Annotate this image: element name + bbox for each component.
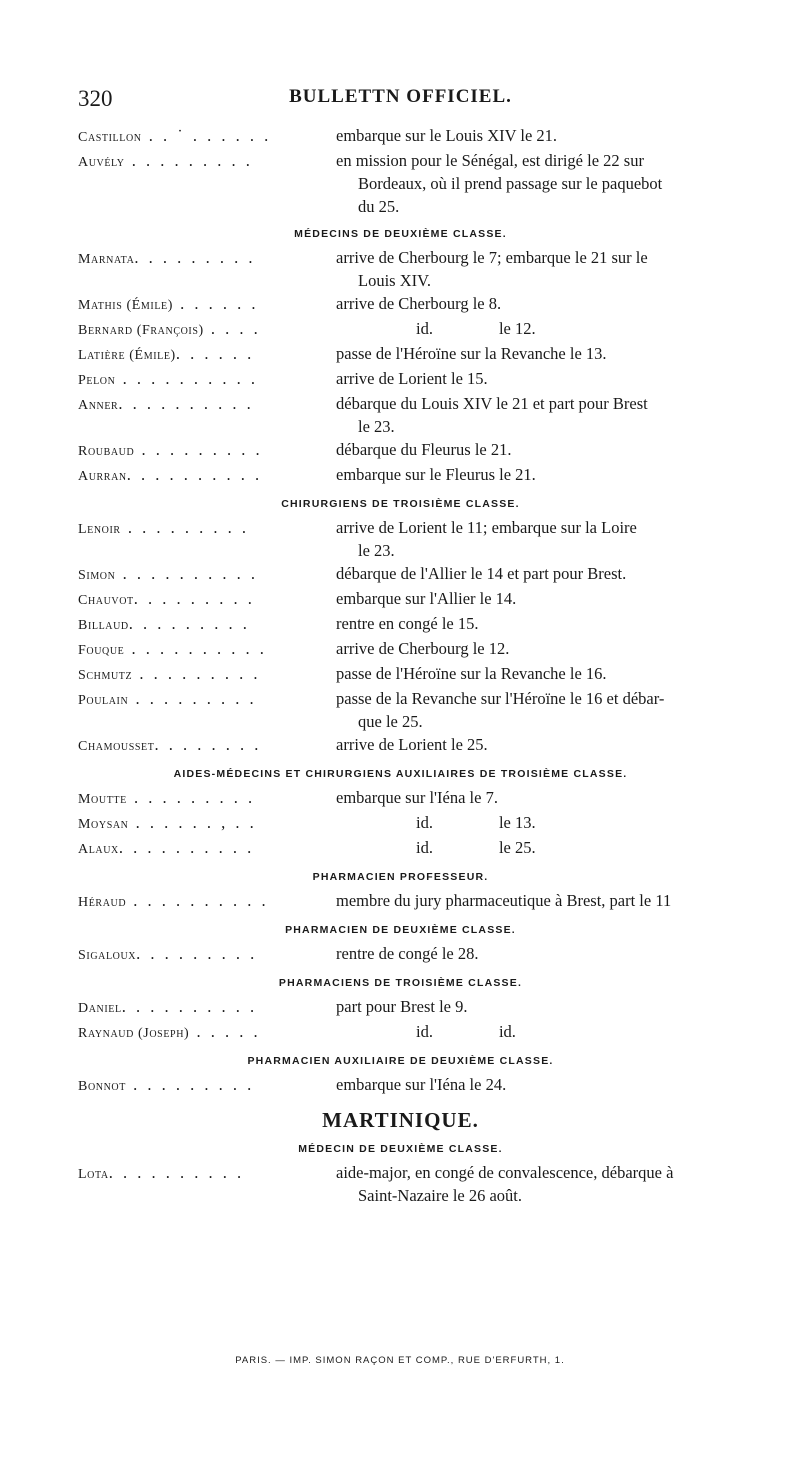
person-name-cell <box>78 995 336 1020</box>
person-name: Auvély <box>78 155 125 170</box>
person-name: Latière (Émile) <box>78 348 176 363</box>
personnel-entry <box>78 562 723 587</box>
person-name: Fouque <box>78 643 125 658</box>
dot-leader: . . . . . . . . . . <box>118 838 255 857</box>
entry-text: arrive de Lorient le 11; embarque sur la Loire <box>336 518 637 537</box>
dot-leader: . . . . . . <box>173 294 259 313</box>
person-name: Lota <box>78 1167 109 1182</box>
person-name: Castillon <box>78 130 142 145</box>
entry-text: embarque sur le Louis XIV le 21. <box>336 126 558 145</box>
dot-leader: . . . . . . . . . <box>132 664 261 683</box>
personnel-entry <box>78 149 723 218</box>
entry-description <box>336 292 723 315</box>
section-heading: AIDES-MÉDECINS ET CHIRURGIENS AUXILIAIRES DE TROISIÈME CLASSE. <box>173 768 628 780</box>
person-name: Moutte <box>78 792 127 807</box>
person-name-cell <box>78 836 336 861</box>
dot-leader: . . . . . . . . . . <box>126 465 263 484</box>
dot-leader: . . . . . . . . . <box>134 440 263 459</box>
entry-text: débarque de l'Allier le 14 et part pour Brest. <box>336 564 627 583</box>
person-name-cell <box>78 942 336 967</box>
person-name: Daniel <box>78 1001 122 1016</box>
personnel-entry <box>78 124 723 149</box>
dot-leader: . . . . . . . . . . <box>115 564 258 583</box>
entry-text: arrive de Cherbourg le 8. <box>336 294 502 313</box>
person-name: Pelon <box>78 373 116 388</box>
entry-description <box>336 1161 723 1207</box>
dot-leader: . . . . . <box>189 1022 261 1041</box>
personnel-entry <box>78 516 723 562</box>
person-name-cell <box>78 1161 336 1186</box>
person-name: Mathis (Émile) <box>78 298 173 313</box>
entry-description <box>336 942 723 965</box>
entry-text: arrive de Cherbourg le 7; embarque le 21 sur le <box>336 248 648 267</box>
person-name: Sigaloux <box>78 948 137 963</box>
dot-leader: . . . . . . . . <box>154 735 262 754</box>
entry-continuation: le 23. <box>358 417 395 436</box>
entry-text: arrive de Cherbourg le 12. <box>336 639 510 658</box>
entry-description <box>336 587 723 610</box>
region-heading: MARTINIQUE. <box>322 1108 479 1132</box>
person-name: Anner <box>78 398 119 413</box>
person-name-cell <box>78 733 336 758</box>
personnel-entry <box>78 463 723 488</box>
person-name: Chamousset <box>78 739 155 754</box>
personnel-entry <box>78 733 723 758</box>
section-heading: PHARMACIEN AUXILIAIRE DE DEUXIÈME CLASSE. <box>247 1055 554 1067</box>
dot-leader: . . . . . . . . . <box>120 518 249 537</box>
entry-text: rentre en congé le 15. <box>336 614 479 633</box>
entry-text: passe de l'Héroïne sur la Revanche le 16. <box>336 664 607 683</box>
dot-leader: . . . . . . . . . . <box>126 891 269 910</box>
entry-text: rentre de congé le 28. <box>336 944 479 963</box>
entry-description <box>336 246 723 292</box>
person-name: Chauvot <box>78 593 134 608</box>
personnel-entry <box>78 662 723 687</box>
entry-text: id. <box>416 1022 433 1041</box>
person-name-cell <box>78 889 336 914</box>
personnel-entry <box>78 1073 723 1098</box>
entry-text: embarque sur l'Iéna le 24. <box>336 1075 507 1094</box>
person-name-cell <box>78 687 336 712</box>
entry-continuation: que le 25. <box>358 712 423 731</box>
person-name-cell <box>78 637 336 662</box>
person-name-cell <box>78 1020 336 1045</box>
person-name-cell <box>78 392 336 417</box>
entry-text: arrive de Lorient le 15. <box>336 369 488 388</box>
person-name: Billaud <box>78 618 129 633</box>
entry-date: le 12. <box>498 319 536 338</box>
entry-text: id. <box>416 838 433 857</box>
person-name-cell <box>78 367 336 392</box>
person-name-cell <box>78 516 336 541</box>
personnel-entry <box>78 292 723 317</box>
person-name-cell <box>78 317 336 342</box>
dot-leader: . . . . . . . . . . <box>115 369 258 388</box>
entry-description <box>336 995 723 1018</box>
personnel-entry <box>78 995 723 1020</box>
entry-text: embarque sur le Fleurus le 21. <box>336 465 536 484</box>
entry-text: id. <box>416 813 433 832</box>
person-name: Lenoir <box>78 522 121 537</box>
personnel-entry <box>78 687 723 733</box>
person-name: Héraud <box>78 895 127 910</box>
dot-leader: . . . . <box>203 319 261 338</box>
person-name: Schmutz <box>78 668 133 683</box>
entry-description <box>336 836 723 859</box>
person-name-cell <box>78 149 336 174</box>
person-name: Alaux <box>78 842 119 857</box>
page-title: BULLETTN OFFICIEL. <box>289 86 512 107</box>
personnel-entry <box>78 786 723 811</box>
personnel-entry <box>78 637 723 662</box>
personnel-entry <box>78 889 723 914</box>
section-heading: MÉDECIN DE DEUXIÈME CLASSE. <box>298 1143 503 1155</box>
document-body <box>78 124 723 1207</box>
entry-description <box>336 612 723 635</box>
personnel-entry <box>78 342 723 367</box>
person-name-cell <box>78 438 336 463</box>
personnel-entry <box>78 1020 723 1045</box>
entry-text: part pour Brest le 9. <box>336 997 468 1016</box>
entry-date: le 13. <box>498 813 536 832</box>
dot-leader: . . . . . . . . . . <box>118 394 254 413</box>
personnel-entry <box>78 392 723 438</box>
person-name: Moysan <box>78 817 129 832</box>
person-name-cell <box>78 612 336 637</box>
personnel-entry <box>78 317 723 342</box>
person-name-cell <box>78 1073 336 1098</box>
personnel-entry <box>78 942 723 967</box>
person-name-cell <box>78 786 336 811</box>
person-name-cell <box>78 124 336 149</box>
entry-description <box>336 367 723 390</box>
entry-description <box>336 438 723 461</box>
entry-description <box>336 317 723 340</box>
person-name-cell <box>78 292 336 317</box>
entry-description <box>336 1020 723 1043</box>
person-name-cell <box>78 342 336 367</box>
entry-continuation: le 23. <box>358 541 395 560</box>
person-name: Bonnot <box>78 1079 126 1094</box>
person-name-cell <box>78 587 336 612</box>
dot-leader: . . . . . . , . . <box>128 813 257 832</box>
dot-leader: . . . . . . . . . <box>125 1075 255 1094</box>
personnel-entry <box>78 246 723 292</box>
entry-text: en mission pour le Sénégal, est dirigé le 22 sur <box>336 151 644 170</box>
dot-leader: . . . . . . . . . <box>136 944 258 963</box>
personnel-entry <box>78 367 723 392</box>
entry-text: embarque sur l'Allier le 14. <box>336 589 517 608</box>
page-header <box>78 86 723 116</box>
entry-description <box>336 124 723 147</box>
entry-description <box>336 516 723 562</box>
person-name-cell <box>78 662 336 687</box>
dot-leader: . . . . . . <box>175 344 255 363</box>
dot-leader: . . . . . . . . . <box>124 151 253 170</box>
personnel-entry <box>78 1161 723 1207</box>
section-heading: PHARMACIENS DE TROISIÈME CLASSE. <box>278 977 523 989</box>
entry-continuation: Louis XIV. <box>358 271 432 290</box>
dot-leader: . . . . . . . . . <box>128 614 250 633</box>
entry-description <box>336 687 723 733</box>
personnel-entry <box>78 587 723 612</box>
entry-text: débarque du Louis XIV le 21 et part pour Brest <box>336 394 648 413</box>
entry-description <box>336 463 723 486</box>
entry-description <box>336 392 723 438</box>
entry-description <box>336 786 723 809</box>
dot-leader: . . . . . . . . . . <box>124 639 267 658</box>
dot-leader: . . . . . . . . . . <box>108 1163 245 1182</box>
entry-description <box>336 637 723 660</box>
entry-description <box>336 733 723 756</box>
dot-leader: . . . . . . . . . <box>126 788 256 807</box>
person-name: Bernard (François) <box>78 323 204 338</box>
entry-text: embarque sur l'Iéna le 7. <box>336 788 498 807</box>
entry-description <box>336 149 723 218</box>
person-name: Simon <box>78 568 116 583</box>
personnel-entry <box>78 836 723 861</box>
entry-continuation: Saint-Nazaire le 26 août. <box>358 1186 523 1205</box>
person-name-cell <box>78 562 336 587</box>
person-name: Raynaud (Joseph) <box>78 1026 190 1041</box>
person-name: Roubaud <box>78 444 135 459</box>
dot-leader: . . . . . . . . . <box>134 248 256 267</box>
section-heading: CHIRURGIENS DE TROISIÈME CLASSE. <box>281 498 520 510</box>
entry-continuation: Bordeaux, où il prend passage sur le paquebot <box>358 174 663 193</box>
personnel-entry <box>78 438 723 463</box>
person-name: Aurran <box>78 469 127 484</box>
personnel-entry <box>78 612 723 637</box>
person-name-cell <box>78 246 336 271</box>
dot-leader: . . . . . . . . . <box>133 589 255 608</box>
section-heading: PHARMACIEN DE DEUXIÈME CLASSE. <box>285 924 516 936</box>
entry-description <box>336 342 723 365</box>
printer-footer: PARIS. — IMP. SIMON RAÇON ET COMP., RUE D'ERFURTH, 1. <box>235 1355 565 1366</box>
entry-text: aide-major, en congé de convalescence, débarque à <box>336 1163 674 1182</box>
entry-description <box>336 889 723 912</box>
page-number: 320 <box>78 86 113 111</box>
entry-description <box>336 662 723 685</box>
personnel-entry <box>78 811 723 836</box>
person-name: Poulain <box>78 693 129 708</box>
entry-date: id. <box>498 1022 516 1041</box>
section-heading: PHARMACIEN PROFESSEUR. <box>312 871 489 883</box>
entry-description <box>336 562 723 585</box>
entry-text: passe de la Revanche sur l'Héroïne le 16 et débar- <box>336 689 665 708</box>
dot-leader: . . . . . . . . . . <box>121 997 258 1016</box>
entry-description <box>336 1073 723 1096</box>
person-name: Marnata <box>78 252 135 267</box>
entry-date: le 25. <box>498 838 536 857</box>
entry-text: passe de l'Héroïne sur la Revanche le 13. <box>336 344 607 363</box>
dot-leader: . . ˙ . . . . . . <box>141 126 272 145</box>
entry-text: id. <box>416 319 433 338</box>
entry-description <box>336 811 723 834</box>
person-name-cell <box>78 463 336 488</box>
person-name-cell <box>78 811 336 836</box>
entry-text: débarque du Fleurus le 21. <box>336 440 512 459</box>
entry-text: arrive de Lorient le 25. <box>336 735 488 754</box>
dot-leader: . . . . . . . . . <box>128 689 257 708</box>
section-heading: MÉDECINS DE DEUXIÈME CLASSE. <box>294 228 507 240</box>
entry-text: membre du jury pharmaceutique à Brest, part le 11 <box>336 891 672 910</box>
entry-continuation: du 25. <box>358 197 400 216</box>
